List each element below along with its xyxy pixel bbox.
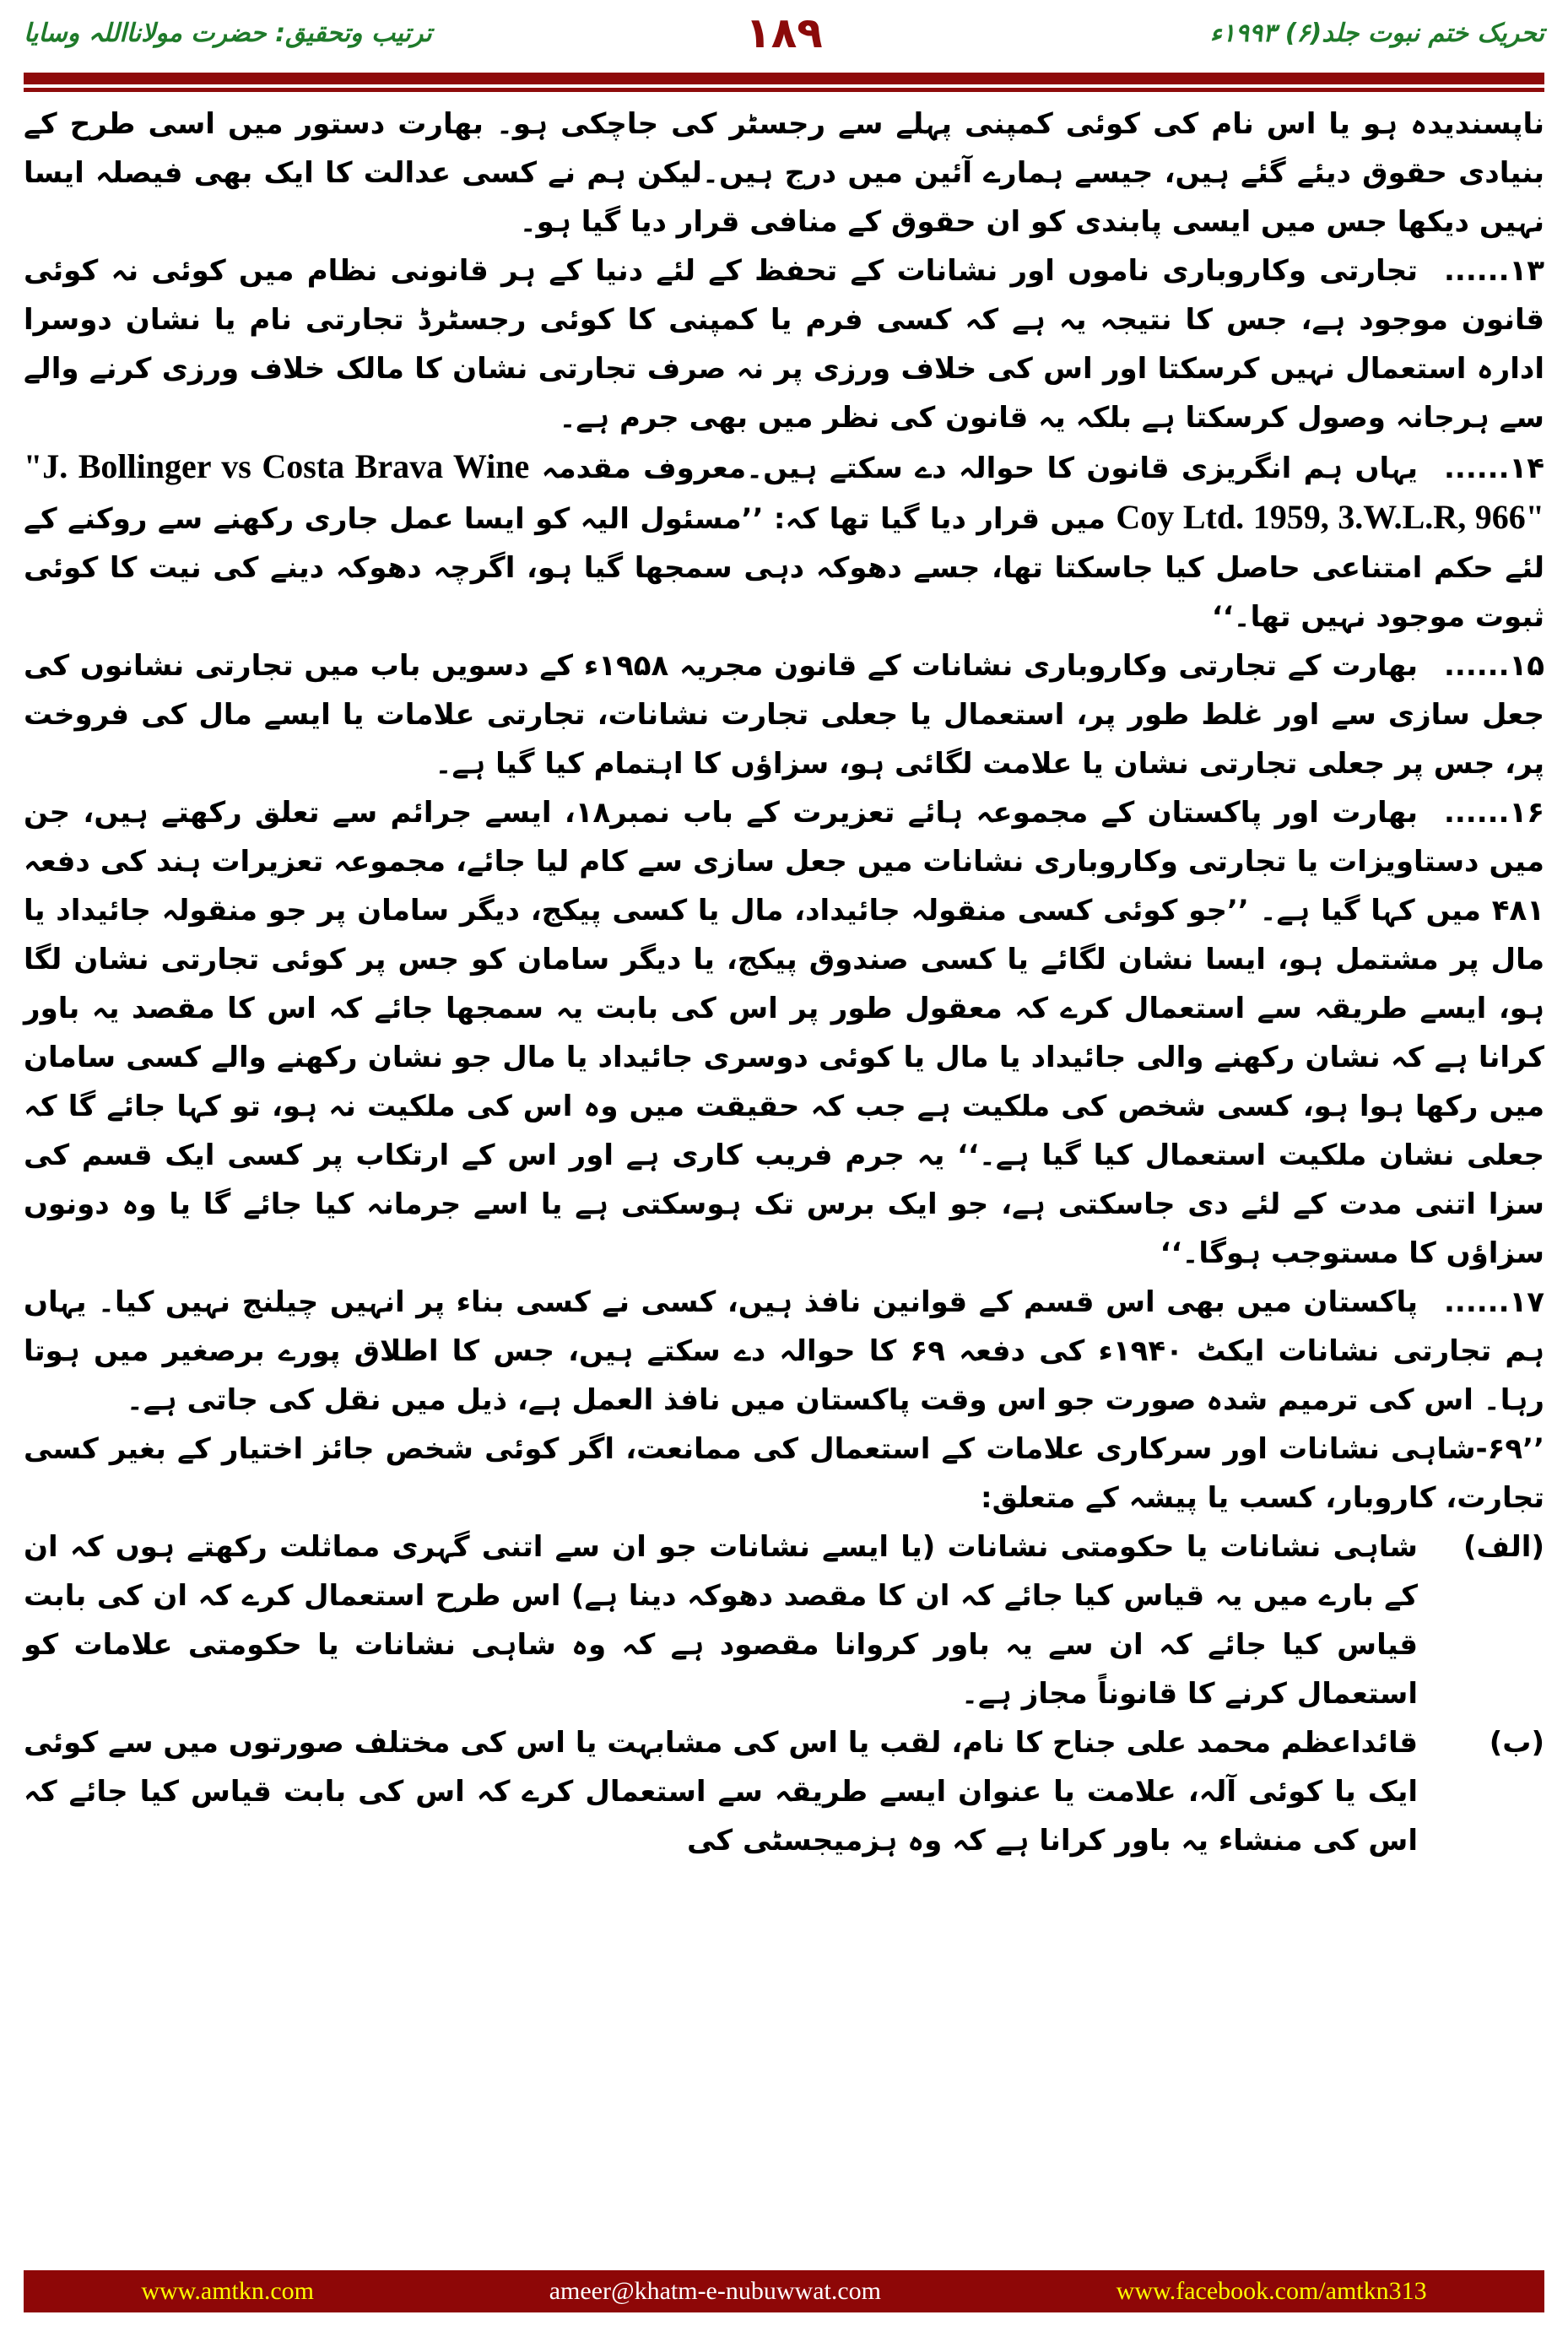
page-header <box>24 8 1544 68</box>
paragraph-text: بھارت کے تجارتی وکاروباری نشانات کے قانون مجریہ ۱۹۵۸ء کے دسویں باب میں تجارتی نشانوں کی جعل سازی سے اور غلط طور پر، استعمال یا جعلی تجارت نشانات، تجارتی علامات یا ایسے مال کی فروخت پر، جس پر جعلی تجارتی نشان یا علامت لگائی ہو، سزاؤں کا اہتمام کیا گیا ہے۔ <box>24 649 1544 781</box>
paragraph-17 <box>24 1278 1544 1425</box>
case-citation: "J. Bollinger vs Costa Brava Wine Coy Ltd. 1959, 3.W.L.R, 966" <box>24 447 1544 536</box>
paragraph-intro: ناپسندیدہ ہو یا اس نام کی کوئی کمپنی پہلے سے رجسٹر کی جاچکی ہو۔ بھارت دستور میں اسی طرح کے بنیادی حقوق دیئے گئے ہیں، جیسے ہمارے آئین میں درج ہیں۔لیکن ہم نے کسی عدالت کا ایک بھی فیصلہ ایسا نہیں دیکھا جس میں ایسی پابندی کو ان حقوق کے منافی قرار دیا گیا ہو۔ <box>24 107 1545 239</box>
paragraph-text: بھارت اور پاکستان کے مجموعہ ہائے تعزیرت کے باب نمبر۱۸، ایسے جرائم سے تعلق رکھتے ہیں، جن میں دستاویزات یا تجارتی وکاروباری نشانات میں جعل سازی سے کام لیا جائے، مجموعہ تعزیرات ہند کی دفعہ ۴۸۱ میں کہا گیا ہے۔ ’’جو کوئی کسی منقولہ جائیداد، مال یا کسی پیکج، دیگر سامان پر جو منقولہ جائیداد یا مال پر مشتمل ہو، ایسا نشان لگائے یا کسی صندوق پیکج، یا دیگر سامان کو جس پر کوئی تجارتی نشان لگا ہو، ایسے طریقہ سے استعمال کرے کہ معقول طور پر اس کی بابت یہ سمجھا جائے کہ اس کا مقصد یہ باور کرانا ہے کہ نشان رکھنے والی جائیداد یا مال یا کوئی دوسری جائیداد یا مال جو نشان رکھنے والے کسی سامان میں رکھا ہوا ہو، کسی شخص کی ملکیت ہے جب کہ حقیقت میں وہ اس کی ملکیت نہ ہو، تو کہا جائے گا کہ جعلی نشان ملکیت استعمال کیا گیا ہے۔‘‘ یہ جرم فریب کاری ہے اور اس کے ارتکاب پر کسی ایک قسم کی سزا اتنی مدت کے لئے دی جاسکتی ہے، جو ایک برس تک ہوسکتی ہے یا اسے جرمانہ کیا جائے گا یا وہ دونوں سزاؤں کا مستوجب ہوگا۔‘‘ <box>24 796 1544 1270</box>
header-rule-thin <box>24 88 1544 92</box>
paragraph-number: ۱۵...... <box>1443 649 1544 683</box>
book-title: تحریک ختم نبوت جلد(۶) ۱۹۹۳ء <box>1209 19 1544 48</box>
email-link[interactable]: ameer@khatm-e-nubuwwat.com <box>549 2277 881 2305</box>
website-link[interactable]: www.amtkn.com <box>141 2277 315 2305</box>
paragraph-15 <box>24 641 1544 788</box>
quoted-section-intro: ’’۶۹-شاہی نشانات اور سرکاری علامات کے استعمال کی ممانعت، اگر کوئی شخص جائز اختیار کے بغیر کسی تجارت، کاروبار، کسب یا پیشہ کے متعلق: <box>24 1432 1544 1515</box>
paragraph-16 <box>24 788 1544 1278</box>
paragraph-14 <box>24 442 1544 641</box>
list-item-text: شاہی نشانات یا حکومتی نشانات (یا ایسے نشانات جو ان سے اتنی گہری مماثلت رکھتے ہوں کہ ان کے بارے میں یہ قیاس کیا جائے کہ ان کا مقصد دھوکہ دینا ہے) اس طرح استعمال کرے کہ ان کی بابت قیاس کیا جائے کہ ان سے یہ باور کروانا مقصود ہے کہ وہ شاہی نشانات یا حکومتی علامات کو استعمال کرنے کا قانوناً مجاز ہے۔ <box>24 1530 1418 1711</box>
list-item-label: (ب) <box>1489 1726 1544 1760</box>
paragraph-text: پاکستان میں بھی اس قسم کے قوانین نافذ ہیں، کسی نے کسی بناء پر انہیں چیلنج نہیں کیا۔ یہاں ہم تجارتی نشانات ایکٹ ۱۹۴۰ء کی دفعہ ۶۹ کا حوالہ دے سکتے ہیں، جس کا اطلاق پورے برصغیر میں ہوتا رہا۔ اس کی ترمیم شدہ صورت جو اس وقت پاکستان میں نافذ العمل ہے، ذیل میں نقل کی جاتی ہے۔ <box>24 1285 1544 1417</box>
header-rule-thick <box>24 73 1544 84</box>
paragraph-text: میں قرار دیا گیا تھا کہ: ’’مسئول الیہ کو ایسا عمل جاری رکھنے سے روکنے کے لئے حکم امتناعی حاصل کیا جاسکتا تھا، جسے دھوکہ دہی سمجھا گیا ہو، اگرچہ دھوکہ دینے کی نیت کا کوئی ثبوت موجود نہیں تھا۔‘‘ <box>24 502 1544 634</box>
list-item <box>24 1718 1544 1865</box>
list-item-label: (الف) <box>1463 1530 1544 1564</box>
facebook-link[interactable]: www.facebook.com/amtkn313 <box>1116 2277 1427 2305</box>
paragraph-text: تجارتی وکاروباری ناموں اور نشانات کے تحفظ کے لئے دنیا کے ہر قانونی نظام میں کوئی نہ کوئی قانون موجود ہے، جس کا نتیجہ یہ ہے کہ کسی فرم یا کمپنی کا کوئی رجسٹرڈ تجارتی نام یا نشان دوسرا ادارہ استعمال نہیں کرسکتا اور اس کی خلاف ورزی پر نہ صرف تجارتی نشان کا مالک خلاف ورزی کرنے والے سے ہرجانہ وصول کرسکتا ہے بلکہ یہ قانون کی نظر میں بھی جرم ہے۔ <box>24 254 1544 435</box>
page-body <box>24 100 1544 1865</box>
paragraph-number: ۱۶...... <box>1443 796 1544 830</box>
paragraph-number: ۱۳...... <box>1443 254 1544 288</box>
paragraph-number: ۱۴...... <box>1444 452 1545 485</box>
list-item-text: قائداعظم محمد علی جناح کا نام، لقب یا اس کی مشابہت یا اس کی مختلف صورتوں میں سے کوئی ایک یا کوئی آلہ، علامت یا عنوان ایسے طریقہ سے استعمال کرے کہ اس کی بابت قیاس کیا جائے کہ اس کی منشاء یہ باور کرانا ہے کہ وہ ہزمیجسٹی کی <box>24 1726 1418 1858</box>
page-number: ۱۸۹ <box>745 8 823 57</box>
paragraph-text: یہاں ہم انگریزی قانون کا حوالہ دے سکتے ہیں۔معروف مقدمہ <box>541 452 1419 485</box>
compiler-credit: ترتیب وتحقیق: حضرت مولانااللہ وسایا <box>24 19 432 48</box>
page-footer <box>24 2270 1544 2312</box>
paragraph-13 <box>24 246 1544 442</box>
paragraph-number: ۱۷...... <box>1443 1285 1544 1319</box>
list-item <box>24 1523 1544 1718</box>
